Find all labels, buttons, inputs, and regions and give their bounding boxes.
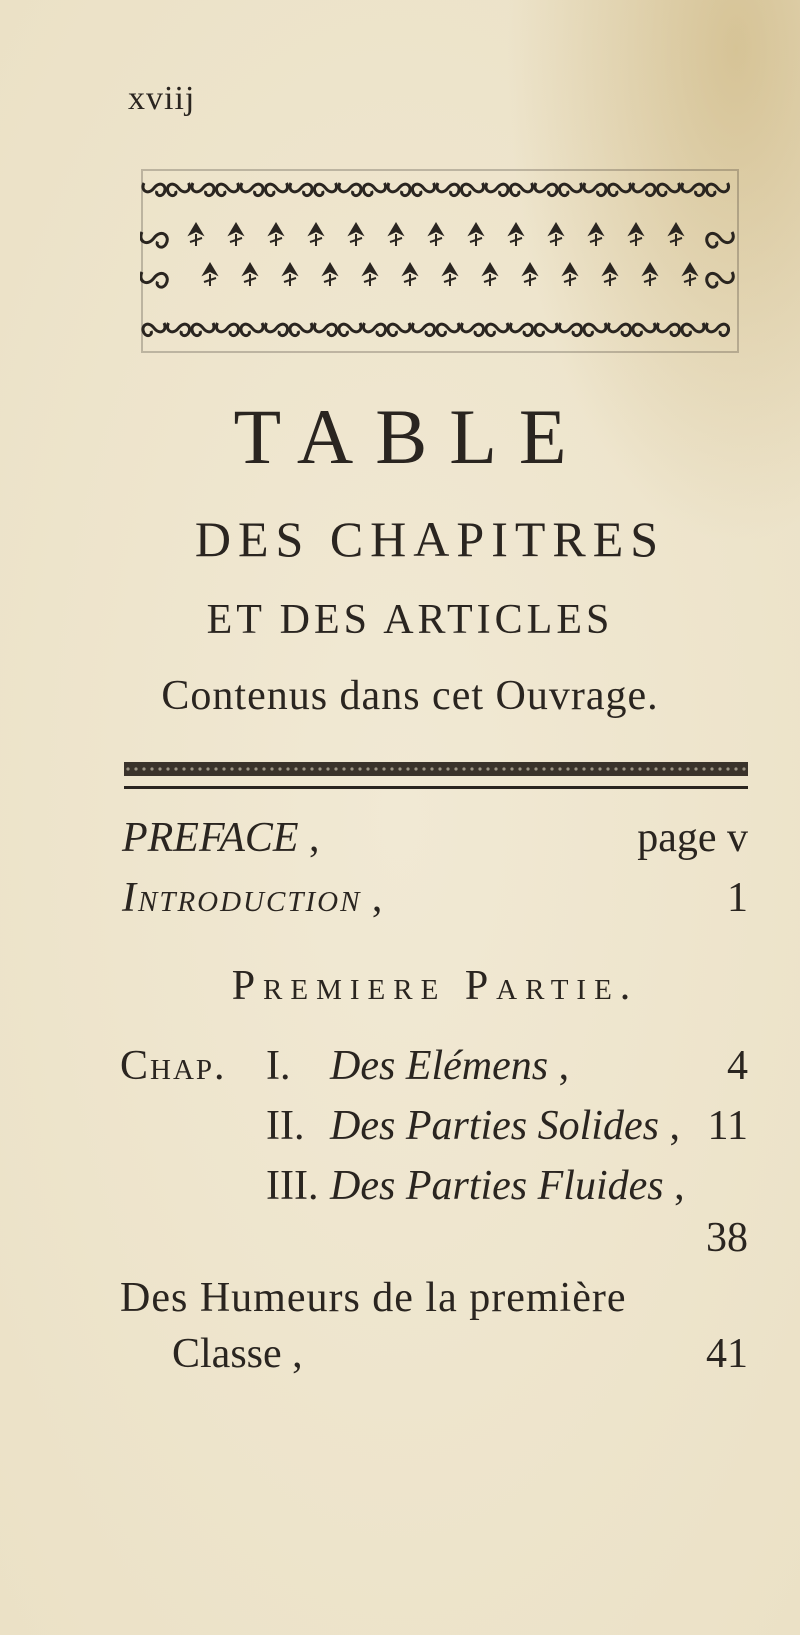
title-contenus: Contenus dans cet Ouvrage. xyxy=(161,673,659,719)
ornament-headpiece xyxy=(140,168,740,354)
article-title-line1: Des Humeurs de la première xyxy=(120,1275,627,1321)
article-page: 41 xyxy=(706,1331,748,1377)
entry-introduction xyxy=(0,874,800,934)
chapter-page-row xyxy=(0,1214,800,1274)
introduction-punct: , xyxy=(371,875,383,921)
chapter-title: Des Parties Fluides xyxy=(330,1163,664,1209)
preface-punct: , xyxy=(309,815,320,861)
title-et-des-articles: ET DES ARTICLES xyxy=(206,597,614,643)
chapter-punct: , xyxy=(674,1163,685,1209)
chapter-punct: , xyxy=(669,1103,680,1149)
part-heading: Premiere Partie. xyxy=(231,963,639,1009)
article-row xyxy=(0,1330,800,1390)
article-title-line2: Classe xyxy=(172,1331,282,1377)
introduction-page: 1 xyxy=(727,875,748,921)
chapter-page: 4 xyxy=(727,1043,748,1089)
title-des-chapitres: DES CHAPITRES xyxy=(194,511,666,567)
ornamental-rule xyxy=(124,762,748,792)
page-number: xviij xyxy=(128,80,196,117)
chapter-punct: , xyxy=(558,1043,570,1089)
title-table: TABLE xyxy=(233,393,589,480)
chapter-number: II. xyxy=(266,1103,305,1149)
chapter-page: 38 xyxy=(706,1215,748,1261)
chapter-prefix: Chap. xyxy=(120,1043,227,1089)
chapter-row xyxy=(0,1162,800,1222)
article-row xyxy=(0,1274,800,1334)
chapter-number: I. xyxy=(266,1043,291,1089)
preface-page: page v xyxy=(637,815,748,861)
introduction-label: Introduction xyxy=(122,875,362,921)
chapter-number: III. xyxy=(266,1163,319,1209)
chapter-row xyxy=(0,1042,800,1102)
chapter-row xyxy=(0,1102,800,1162)
chapter-title: Des Parties Solides xyxy=(330,1103,659,1149)
entry-preface xyxy=(0,814,800,874)
chapter-title: Des Elémens xyxy=(330,1043,549,1089)
preface-label: PREFACE xyxy=(122,815,299,861)
chapter-page: 11 xyxy=(707,1103,748,1149)
article-punct: , xyxy=(292,1331,303,1377)
